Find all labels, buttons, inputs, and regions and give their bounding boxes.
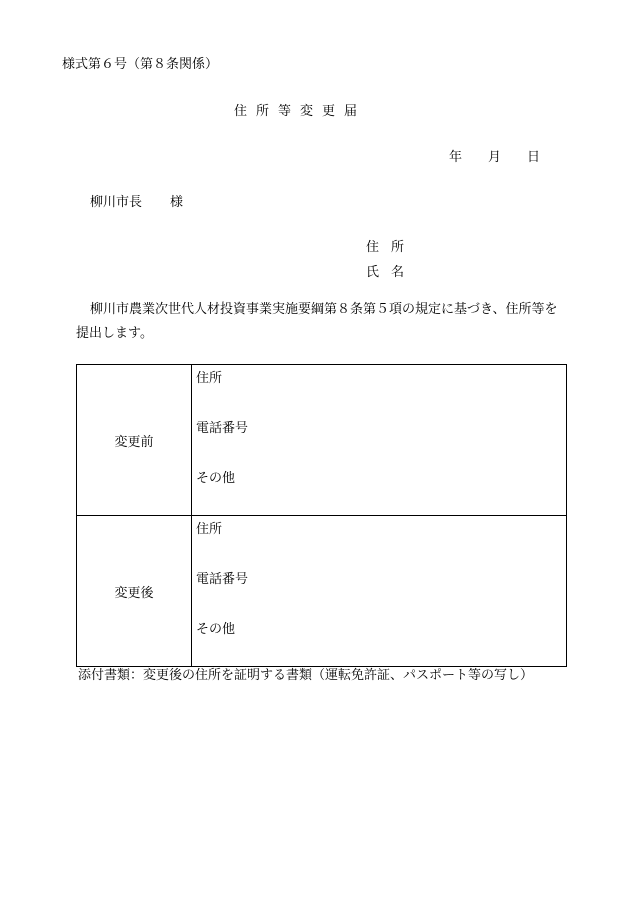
applicant-address-label: 住 所	[366, 240, 405, 255]
table-row-before	[77, 365, 567, 516]
body-text: 柳川市農業次世代人材投資事業実施要綱第８条第５項の規定に基づき、住所等を提出します。	[76, 302, 558, 341]
before-label: 変更前	[77, 365, 192, 516]
honorific: 様	[170, 195, 184, 210]
attachment-note: 添付書類：変更後の住所を証明する書類（運転免許証、パスポート等の写し）	[78, 668, 534, 683]
change-table	[76, 364, 567, 667]
before-other-label: その他	[196, 471, 236, 486]
after-other-label: その他	[196, 622, 236, 637]
month-label: 月	[488, 150, 502, 165]
year-label: 年	[449, 150, 463, 165]
after-label: 変更後	[77, 516, 192, 667]
recipient: 柳川市長	[90, 195, 143, 210]
date-line	[449, 150, 540, 166]
addressee	[90, 195, 183, 211]
before-fields	[192, 365, 567, 516]
form-number: 様式第６号（第８条関係）	[62, 57, 219, 72]
document-title: 住所等変更届	[234, 104, 367, 119]
after-address-label: 住所	[196, 522, 223, 537]
after-phone-label: 電話番号	[196, 572, 249, 587]
applicant-name-label: 氏 名	[366, 265, 405, 280]
day-label: 日	[527, 150, 541, 165]
table-row-after	[77, 516, 567, 667]
after-fields	[192, 516, 567, 667]
before-phone-label: 電話番号	[196, 421, 249, 436]
before-address-label: 住所	[196, 371, 223, 386]
